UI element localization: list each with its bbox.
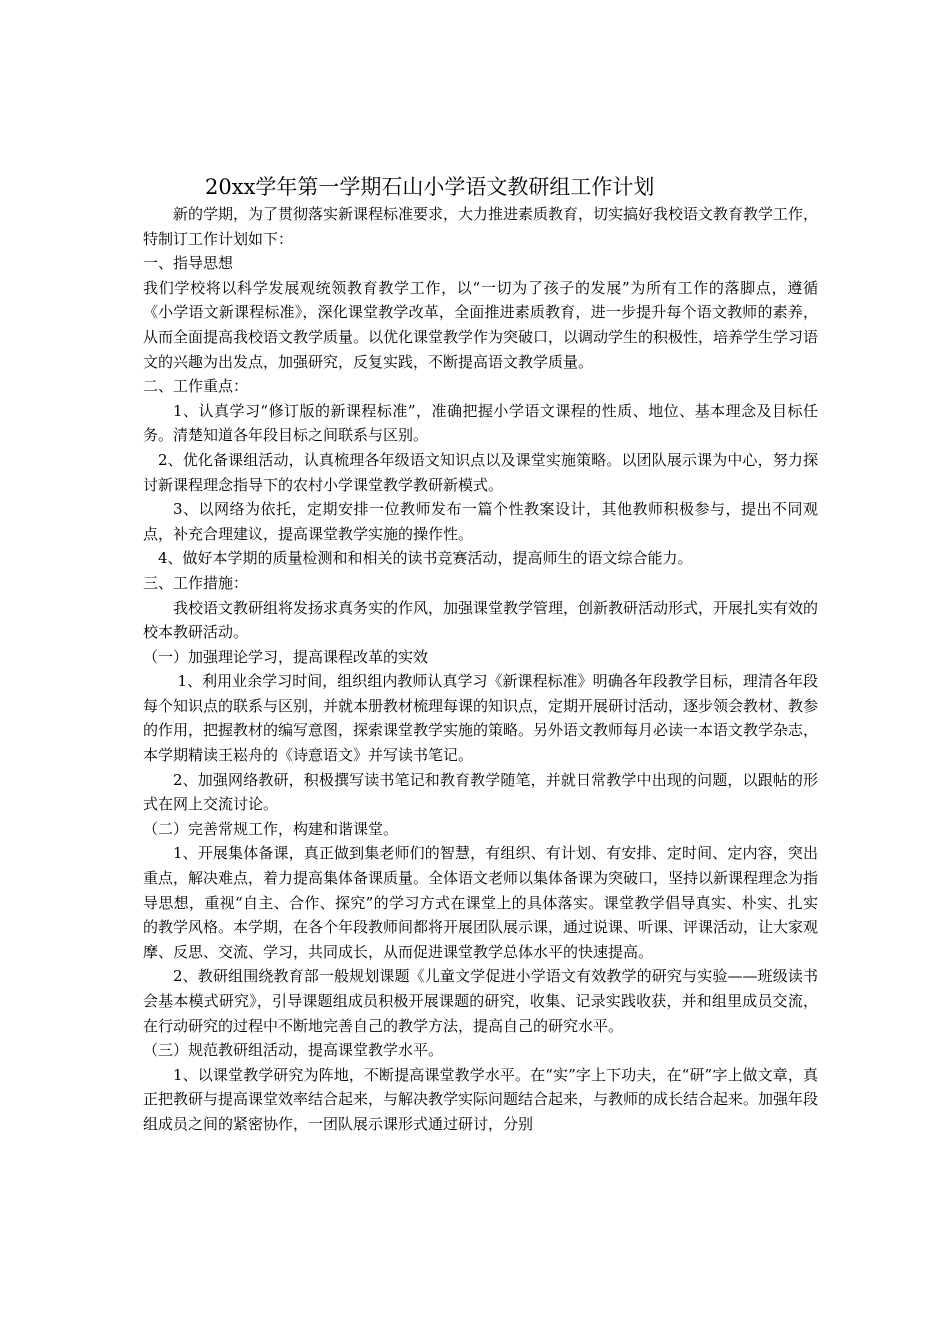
section-heading-3: 三、工作措施： [143, 573, 249, 592]
paragraph-focus-2: 2、优化备课组活动，认真梳理各年级语文知识点以及课堂实施策略。以团队展示课为中心，努力探讨新课程理念指导下的农村小学课堂教学教研新模式。 [143, 450, 818, 494]
document-title: 20xx学年第一学期石山小学语文教研组工作计划 [205, 175, 655, 199]
paragraph-guiding-thought: 我们学校将以科学发展观统领教育教学工作，以“一切为了孩子的发展”为所有工作的落脚点，遵循《小学语文新课程标准》，深化课堂教学改革，全面推进素质教育，进一步提升每个语文教师的素养，从而全面提高我校语文教学质量。以优化课堂教学作为突破口，以调动学生的积极性，培养学生学习语文的兴趣为出发点，加强研究，反复实践，不断提高语文教学质量。 [143, 278, 819, 371]
section-heading-1: 一、指导思想 [143, 254, 234, 273]
paragraph-focus-1: 1、认真学习“修订版的新课程标准”，准确把握小学语文课程的性质、地位、基本理念及目标任务。清楚知道各年段目标之间联系与区别。 [143, 401, 818, 445]
subsection-heading-3: （三）规范教研组活动，提高课堂教学水平。 [143, 1041, 444, 1060]
subsection-heading-1: （一）加强理论学习，提高课程改革的实效 [143, 647, 429, 666]
paragraph-activity-1: 1、以课堂教学研究为阵地，不断提高课堂教学水平。在“实”字上下功夫，在“研”字上做文章，真正把教研与提高课堂效率结合起来，与解决教学实际问题结合起来，与教师的成长结合起来。加强年段组成员之间的紧密协作，一团队展示课形式通过研讨，分别 [143, 1065, 819, 1133]
paragraph-theory-2: 2、加强网络教研，积极撰写读书笔记和教育教学随笔，并就日常教学中出现的问题，以跟帖的形式在网上交流讨论。 [143, 770, 818, 814]
paragraph-intro: 新的学期，为了贯彻落实新课程标准要求，大力推进素质教育，切实搞好我校语文教育教学工作，特制订工作计划如下： [143, 205, 819, 248]
subsection-heading-2: （二）完善常规工作，构建和谐课堂。 [143, 819, 399, 838]
paragraph-routine-1: 1、开展集体备课，真正做到集老师们的智慧，有组织、有计划、有安排、定时间、定内容，突出重点，解决难点，着力提高集体备课质量。全体语文老师以集体备课为突破口，坚持以新课程理念为指导思想，重视“自主、合作、探究”的学习方式在课堂上的具体落实。课堂教学倡导真实、朴实、扎实的教学风格。本学期，在各个年段教师间都将开展团队展示课，通过说课、听课、评课活动，让大家观摩、反思、交流、学习，共同成长，从而促进课堂教学总体水平的快速提高。 [143, 844, 819, 961]
document-body [143, 202, 818, 1137]
paragraph-theory-1: 1、利用业余学习时间，组织组内教师认真学习《新课程标准》明确各年段教学目标，理清各年段每个知识点的联系与区别，并就本册教材梳理每课的知识点，定期开展研讨活动，逐步领会教材、教参的作用，把握教材的编写意图，探索课堂教学实施的策略。另外语文教师每月必读一本语文教学杂志，本学期精读王崧舟的《诗意语文》并写读书笔记。 [143, 672, 819, 765]
paragraph-routine-2: 2、教研组围绕教育部一般规划课题《儿童文学促进小学语文有效教学的研究与实验——班级读书会基本模式研究》，引导课题组成员积极开展课题的研究，收集、记录实践收获，并和组里成员交流，在行动研究的过程中不断地完善自己的教学方法，提高自己的研究水平。 [143, 967, 818, 1035]
paragraph-focus-3: 3、以网络为依托，定期安排一位教师发布一篇个性教案设计，其他教师积极参与，提出不同观点，补充合理建议，提高课堂教学实施的操作性。 [143, 500, 818, 543]
paragraph-measures-intro: 我校语文教研组将发扬求真务实的作风，加强课堂教学管理，创新教研活动形式，开展扎实有效的校本教研活动。 [143, 598, 819, 642]
paragraph-focus-4: 4、做好本学期的质量检测和和相关的读书竞赛活动，提高师生的语文综合能力。 [158, 549, 693, 568]
section-heading-2: 二、工作重点： [143, 377, 249, 396]
